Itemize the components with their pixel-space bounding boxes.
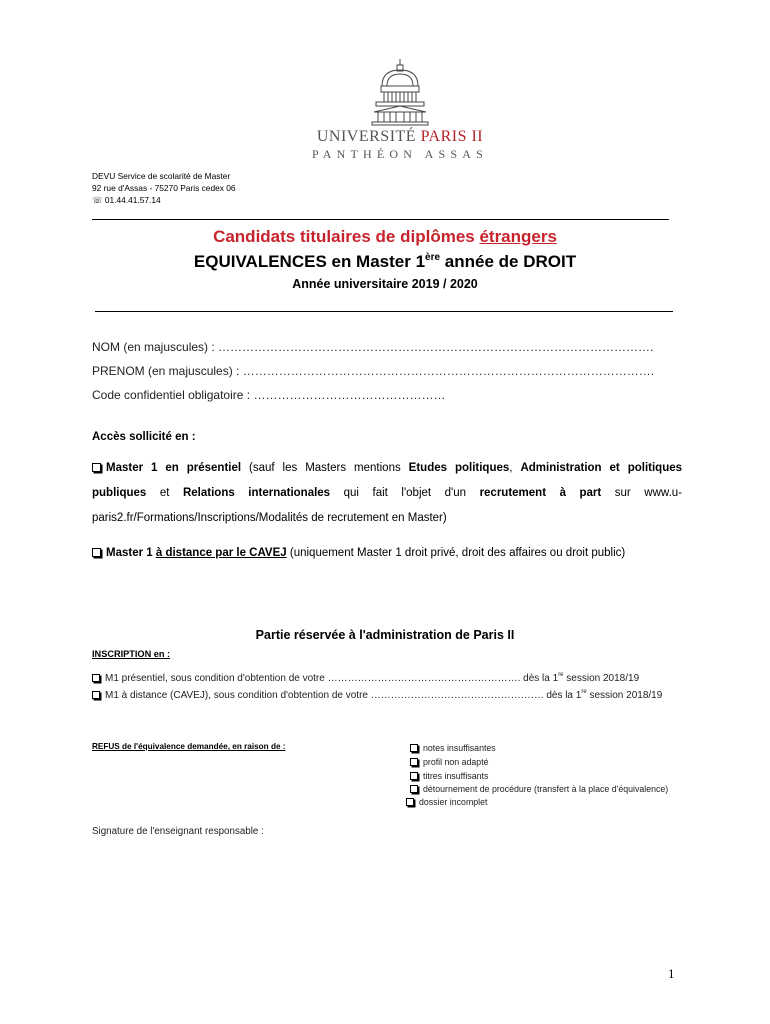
inscription-distance-checkbox[interactable]: [92, 691, 100, 699]
university-name: UNIVERSITÉ PARIS II: [316, 128, 484, 145]
reason-item: notes insuffisantes: [410, 743, 496, 753]
title-line-1: Candidats titulaires de diplômes étrangers: [213, 227, 557, 246]
refus-label: REFUS de l'équivalence demandée, en raison de :: [92, 742, 286, 751]
reason-item: titres insuffisants: [410, 771, 488, 781]
reason-checkbox[interactable]: [406, 798, 414, 806]
presentiel-checkbox[interactable]: [92, 463, 101, 472]
distance-checkbox[interactable]: [92, 548, 101, 557]
admin-section-heading: Partie réservée à l'administration de Paris II: [255, 628, 515, 642]
code-field[interactable]: Code confidentiel obligatoire : …………………………………………: [92, 388, 446, 402]
reason-item: profil non adapté: [410, 757, 489, 767]
acces-heading: Accès sollicité en :: [92, 431, 196, 443]
inscription-distance: M1 à distance (CAVEJ), sous condition d'obtention de votre ……………………………………………. dès la 1re session 2018/19: [92, 688, 699, 703]
prenom-field[interactable]: PRENOM (en majuscules) : ………………………………………………………………………………………….: [92, 364, 655, 378]
signature-label: Signature de l'enseignant responsable :: [92, 826, 264, 837]
inscription-presentiel-checkbox[interactable]: [92, 674, 100, 682]
bottom-divider: [95, 311, 673, 312]
address-phone: ☏ 01.44.41.57.14: [92, 195, 161, 205]
inscription-presentiel: M1 présentiel, sous condition d'obtention de votre …………………………………………………. dès la 1re session 2018/19: [92, 673, 699, 684]
top-divider: [92, 219, 669, 220]
reason-checkbox[interactable]: [410, 744, 418, 752]
reason-checkbox[interactable]: [410, 772, 418, 780]
address-line-2: 92 rue d'Assas - 75270 Paris cedex 06: [92, 183, 236, 193]
academic-year: Année universitaire 2019 / 2020: [292, 277, 478, 291]
pantheon-building-icon: [368, 58, 432, 126]
reason-item: dossier incomplet: [406, 797, 487, 807]
reason-item: détournement de procédure (transfert à la place d'équivalence): [410, 784, 668, 794]
option-presentiel: Master 1 en présentiel (sauf les Masters mentions Etudes politiques, Administration et politiques publiques et Relations internationales qui fait l'objet d'un recrutement à part sur www.u-paris2.fr/Formations/Inscriptions/Modalités de recrutement en Master): [92, 462, 683, 524]
page-number: 1: [668, 966, 675, 981]
option-distance: Master 1 à distance par le CAVEJ (uniquement Master 1 droit privé, droit des affaires ou droit public): [92, 541, 682, 566]
inscription-label: INSCRIPTION en :: [92, 649, 171, 659]
nom-field[interactable]: NOM (en majuscules) : ……………………………………………………………………………………………….: [92, 340, 654, 354]
university-logo: [305, 58, 495, 162]
reason-checkbox[interactable]: [410, 785, 418, 793]
service-address: [92, 170, 236, 206]
reason-checkbox[interactable]: [410, 758, 418, 766]
title-line-2: EQUIVALENCES en Master 1ère année de DROIT: [193, 252, 577, 271]
university-subtitle: PANTHÉON ASSAS: [311, 147, 489, 161]
phone-icon: ☏: [92, 195, 103, 205]
address-line-1: DEVU Service de scolarité de Master: [92, 171, 231, 181]
